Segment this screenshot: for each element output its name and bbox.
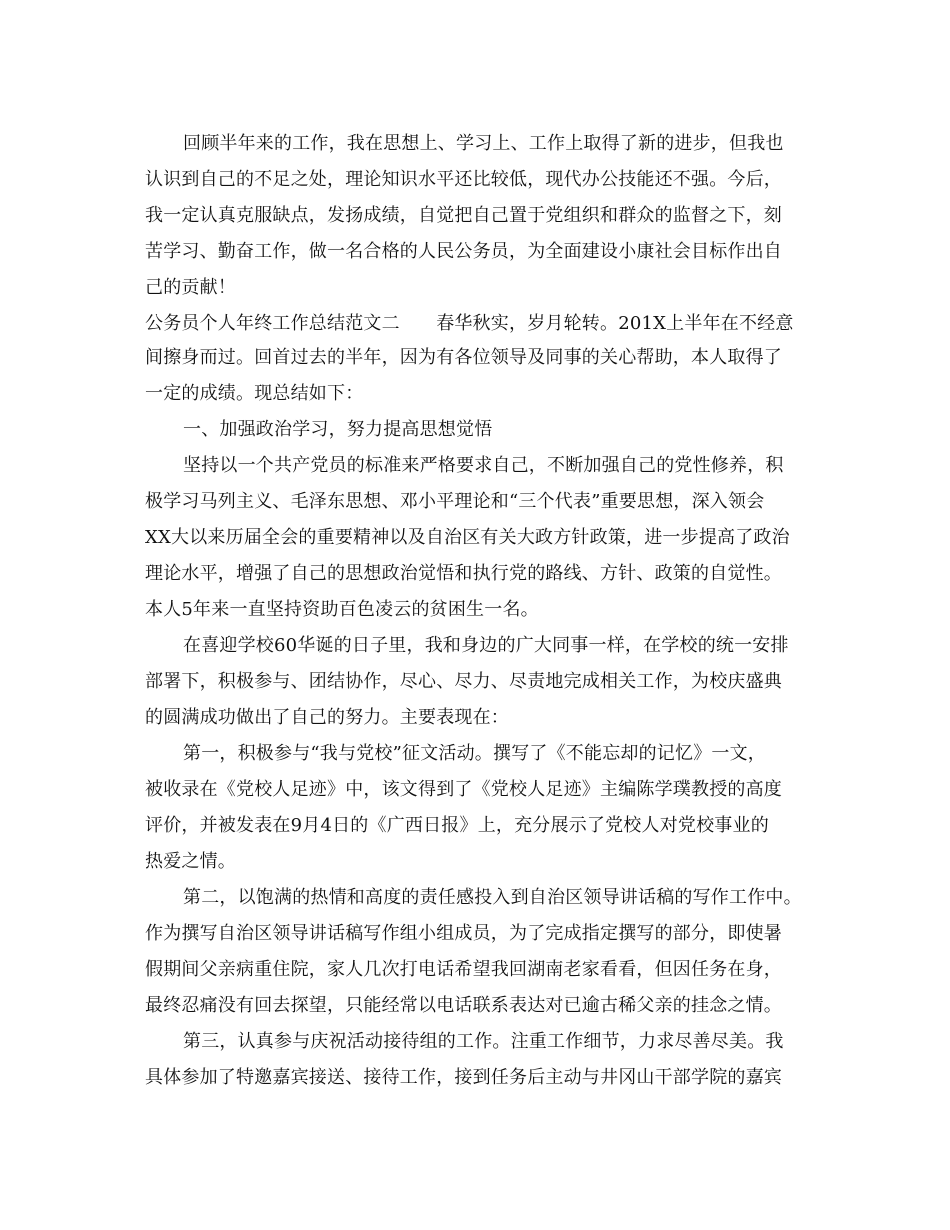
text-line: 部署下，积极参与、团结协作，尽心、尽力、尽责地完成相关工作，为校庆盛典: [145, 671, 782, 692]
text-line: 第三，认真参与庆祝活动接待组的工作。注重工作细节，力求尽善尽美。我: [183, 1031, 784, 1052]
text-line: 具体参加了特邀嘉宾接送、接待工作，接到任务后主动与井冈山干部学院的嘉宾: [145, 1067, 782, 1088]
text-line: XX大以来历届全会的重要精神以及自治区有关大政方针政策，进一步提高了政治: [145, 527, 790, 548]
text-line: 极学习马列主义、毛泽东思想、邓小平理论和“三个代表”重要思想，深入领会: [145, 491, 765, 512]
text-line: 最终忍痛没有回去探望，只能经常以电话联系表达对已逾古稀父亲的挂念之情。: [145, 995, 782, 1016]
text-line: 在喜迎学校60华诞的日子里，我和身边的广大同事一样，在学校的统一安排: [183, 635, 789, 656]
text-line: 间擦身而过。回首过去的半年，因为有各位领导及同事的关心帮助，本人取得了: [145, 347, 782, 368]
text-line: 的圆满成功做出了自己的努力。主要表现在：: [145, 707, 509, 728]
text-line: 本人5年来一直坚持资助百色凌云的贫困生一名。: [145, 599, 539, 620]
text-line: 认识到自己的不足之处，理论知识水平还比较低，现代办公技能还不强。今后，: [145, 169, 782, 190]
text-line: 公务员个人年终工作总结范文二 春华秋实，岁月轮转。201X上半年在不经意: [145, 313, 794, 334]
section-heading: 一、加强政治学习，努力提高思想觉悟: [183, 419, 493, 440]
text-line: 第一，积极参与“我与党校”征文活动。撰写了《不能忘却的记忆》一文，: [183, 743, 767, 764]
text-line: 被收录在《党校人足迹》中，该文得到了《党校人足迹》主编陈学璞教授的高度: [145, 779, 782, 800]
text-line: 我一定认真克服缺点，发扬成绩，自觉把自己置于党组织和群众的监督之下，刻: [145, 205, 782, 226]
text-line: 一定的成绩。现总结如下：: [145, 383, 364, 404]
text-line: 评价，并被发表在9月4日的《广西日报》上，充分展示了党校人对党校事业的: [145, 815, 769, 836]
text-line: 坚持以一个共产党员的标准来严格要求自己，不断加强自己的党性修养，积: [183, 455, 784, 476]
text-line: 热爱之情。: [145, 851, 236, 872]
text-line: 回顾半年来的工作，我在思想上、学习上、工作上取得了新的进步，但我也: [183, 133, 784, 154]
text-line: 理论水平，增强了自己的思想政治觉悟和执行党的路线、方针、政策的自觉性。: [145, 563, 782, 584]
text-line: 作为撰写自治区领导讲话稿写作组小组成员，为了完成指定撰写的部分，即使暑: [145, 923, 782, 944]
text-line: 己的贡献！: [145, 277, 236, 298]
text-line: 假期间父亲病重住院，家人几次打电话希望我回湖南老家看看，但因任务在身，: [145, 959, 782, 980]
text-line: 苦学习、勤奋工作，做一名合格的人民公务员，为全面建设小康社会目标作出自: [145, 241, 782, 262]
text-line: 第二，以饱满的热情和高度的责任感投入到自治区领导讲话稿的写作工作中。: [183, 887, 802, 908]
